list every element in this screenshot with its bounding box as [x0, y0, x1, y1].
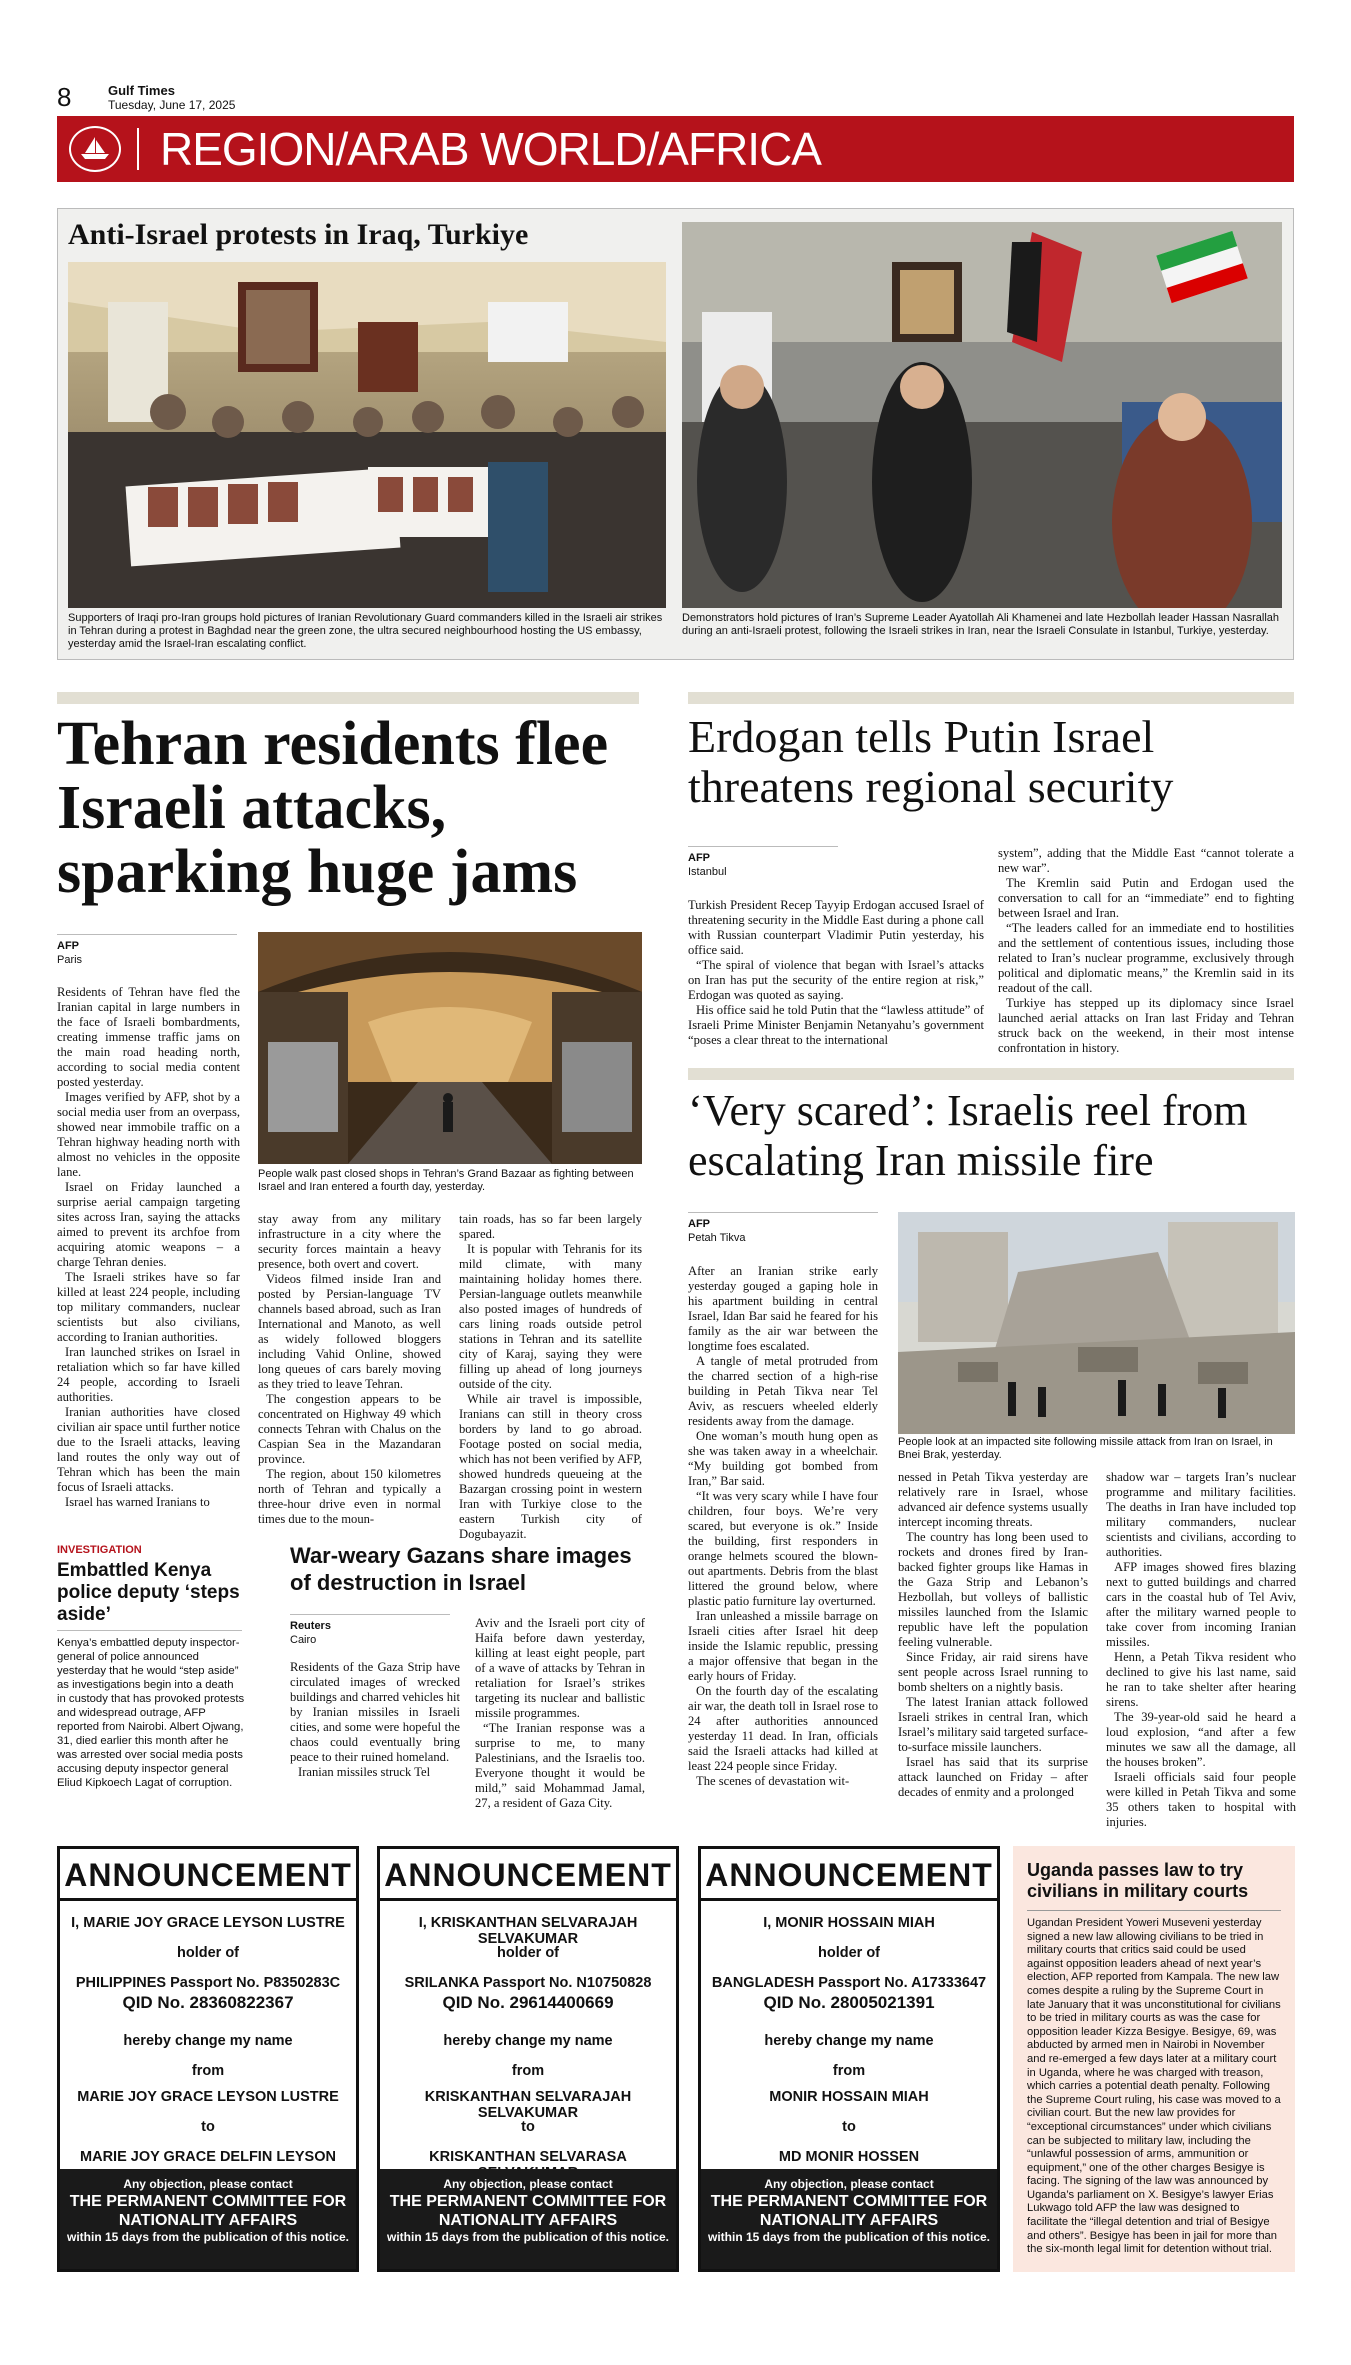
tehran-para: The region, about 150 kilometres north of Tehran and typically a three-hour drive even in normal times due to the moun- — [258, 1467, 441, 1526]
photo-feature-headline: Anti-Israel protests in Iraq, Turkiye — [68, 218, 529, 251]
announcement-title: ANNOUNCEMENT — [60, 1849, 356, 1901]
announcement-passport: BANGLADESH Passport No. A17333647 — [711, 1975, 987, 1991]
announcement-title: ANNOUNCEMENT — [701, 1849, 997, 1901]
announcement-change: hereby change my name — [123, 2033, 293, 2049]
tehran-para: The congestion appears to be concentrated on Highway 49 which connects Tehran with Chalus on the Caspian Sea in the Mazandaran province. — [258, 1392, 441, 1466]
tehran-para: Israel has warned Iranians to — [65, 1495, 210, 1509]
announcement-change: hereby change my name — [443, 2033, 613, 2049]
gaza-para: Residents of the Gaza Strip have circulated images of wrecked buildings and charred vehicles hit by Iranian missiles in Israeli cities, and some were hopeful the chaos could eventually bring peace to their ruined homeland. — [290, 1660, 460, 1764]
baghdad-protest-photo — [68, 262, 666, 608]
tehran-para: tain roads, has so far been largely spared. — [459, 1212, 642, 1241]
erdogan-column-1 — [688, 898, 984, 1048]
announcement-to-name: KRISKANTHAN SELVARASA — [429, 2149, 627, 2165]
erdogan-para: Turkish President Recep Tayyip Erdogan accused Israel of threatening security in the Middle East during a phone call with Russian counterpart Vladimir Putin yesterday, his office said. — [688, 898, 984, 957]
israelis-para: One woman’s mouth hung open as she was taken away in a wheelchair. “My building got bombed from Iran,” Bar said. — [688, 1429, 878, 1488]
announcement-from-label: from — [511, 2063, 545, 2079]
uganda-headline: Uganda passes law to try civilians in military courts — [1027, 1860, 1249, 1901]
kenya-rule — [57, 1630, 242, 1631]
announcement-ad — [377, 1846, 679, 2272]
page-number: 8 — [57, 82, 72, 112]
announcement-name-line: I, KRISKANTHAN SELVARAJAH SELVAKUMAR — [418, 1915, 638, 1947]
announcement-to-name: MARIE JOY GRACE DELFIN LEYSON — [80, 2149, 336, 2165]
israelis-para: “It was very scary while I have four children, four boys. We’re very scared, but everyone is ok.” Inside the building, first responders in orange helmets scoured the blown-out apartments. Debris from the blast littered the ground below, where plastic patio furniture lay overturned. — [688, 1489, 878, 1608]
tehran-para: Israel on Friday launched a surprise aerial campaign targeting sites across Iran, saying the attacks aimed to prevent its archfoe from acquiring atomic weapons – a charge Tehran denies. — [57, 1180, 240, 1269]
announcement-holder: holder of — [496, 1945, 560, 1961]
israelis-headline: ‘Very scared’: Israelis reel from escalating Iran missile fire — [688, 1086, 1248, 1185]
tehran-column-2 — [258, 1212, 441, 1527]
tehran-para: Images verified by AFP, shot by a social media user from an overpass, showed near immobile traffic on a Tehran highway heading north with almost no vehicles in the opposite lane. — [57, 1090, 240, 1179]
erdogan-top-rule — [688, 692, 1294, 704]
israelis-para: Israel has said that its surprise attack launched on Friday – after decades of enmity and a prolonged — [898, 1755, 1088, 1799]
issue-date: Tuesday, June 17, 2025 — [108, 98, 236, 112]
announcement-footer — [60, 2169, 356, 2269]
erdogan-para: His office said he told Putin that the “lawless attitude” of Israeli Prime Minister Benjamin Netanyahu’s government “poses a clear threat to the international — [688, 1003, 984, 1047]
bnei-brak-caption: People look at an impacted site following missile attack from Iran on Israel, in Bnei Brak, yesterday. — [898, 1436, 1273, 1461]
israelis-dateline: Petah Tikva — [688, 1232, 746, 1244]
tehran-column-1 — [57, 985, 240, 1510]
tehran-column-3 — [459, 1212, 642, 1542]
uganda-body: Ugandan President Yoweri Museveni yesterday signed a new law allowing civilians to be tried in military courts that critics said could be used against opposition leaders ahead of next year’s election, AFP reported from Kampala. The new law comes despite a ruling by the Supreme Court in late January that it was unconstitutional for civilians to be tried in military courts as was the case for opposition leader Kizza Besigye. Besigye, 69, was abducted by armed men in Nairobi in November and re-emerged a few days later at a military court in Uganda, where he was charged with treason, which carries a potential death penalty. Following the Supreme Court ruling, his case was moved to a civilian court. But the new law provides for “exceptional circumstances” under which civilians can be subjected to military law, including the “unlawful possession of arms, ammunition or equipment,” one of the other charges Besigye is facing. The signing of the law was announced by Uganda’s parliament on X. Besigye’s lawyer Erias Lukwago told AFP the law was designed to facilitate the “illegal detention and trial of Besigye and others”. Besigye has been in jail for more than the six-month legal limit for detention without trial. — [1027, 1917, 1281, 2256]
gaza-headline: War-weary Gazans share images of destruction in Israel — [290, 1543, 632, 1595]
announcement-name-line: I, MARIE JOY GRACE LEYSON LUSTRE — [71, 1915, 345, 1931]
israelis-para: The 39-year-old said he heard a loud explosion, “and after a few minutes we saw all the damage, all the houses broken”. — [1106, 1710, 1296, 1769]
israelis-para: The scenes of devastation wit- — [696, 1774, 850, 1788]
announcement-name-line: I, MONIR HOSSAIN MIAH — [763, 1915, 935, 1931]
israelis-para: Iran unleashed a missile barrage on Israeli cities after Israel hit deep inside the Islamic republic, pressing a major offensive that began in the early hours of Friday. — [688, 1609, 878, 1683]
erdogan-para: Turkiye has stepped up its diplomacy since Israel launched aerial attacks on Iran last Friday and Tehran struck back on the weekend, in their most intense confrontation in history. — [998, 996, 1294, 1055]
israelis-byline-rule — [688, 1212, 878, 1213]
kenya-kicker: INVESTIGATION — [57, 1544, 142, 1556]
section-title: REGION/ARAB WORLD/AFRICA — [160, 123, 821, 175]
erdogan-column-2 — [998, 846, 1294, 1056]
paper-name: Gulf Times — [108, 83, 175, 98]
gaza-para: “The Iranian response was a surprise to me, to many Palestinians, and the Israelis too. Everyone thought it would be mild,” said Mohammad Jamal, 27, a resident of Gaza City. — [475, 1721, 645, 1810]
announcement-committee: THE PERMANENT COMMITTEE FOR NATIONALITY AFFAIRS — [710, 2193, 988, 2229]
erdogan-agency: AFP — [688, 852, 710, 864]
announcement-qid: QID No. 28005021391 — [763, 1993, 935, 2012]
erdogan-para: system”, adding that the Middle East “cannot tolerate a new war”. — [998, 846, 1294, 875]
erdogan-para: “The leaders called for an immediate end to hostilities and the settlement of contentious issues, including those related to Iran’s nuclear programme, exclusively through political and diplomatic means,” the Kremlin said in its readout of the call. — [998, 921, 1294, 995]
tehran-para: The Israeli strikes have so far killed at least 224 people, including top military commanders, nuclear scientists but also civilians, according to Iranian authorities. — [57, 1270, 240, 1344]
israelis-top-rule — [688, 1068, 1294, 1080]
banner-divider — [137, 128, 139, 170]
israelis-para: shadow war – targets Iran’s nuclear programme and military facilities. The deaths in Iran have included top military commanders, nuclear scientists and civilians, according to authorities. — [1106, 1470, 1296, 1559]
israelis-agency: AFP — [688, 1218, 710, 1230]
grand-bazaar-photo — [258, 932, 642, 1164]
tehran-para: Iranian authorities have closed civilian air space until further notice due to the Israeli attacks, leaving land routes the only way out of Tehran which has been the main focus of Israeli attacks. — [57, 1405, 240, 1494]
israelis-para: On the fourth day of the escalating air war, the death toll in Israel rose to 24 after authorities announced yesterday 11 dead. In Iran, officials said the Israeli attacks had killed at least 224 people since Friday. — [688, 1684, 878, 1773]
israelis-para: nessed in Petah Tikva yesterday are relatively rare in Israel, whose advanced air defence systems usually intercept incoming threats. — [898, 1470, 1088, 1529]
tehran-para: It is popular with Tehranis for its mild climate, with many maintaining holiday homes there. Persian-language outlets meanwhile also posted images of hundreds of cars lining roads outside petrol stations in Tehran and its satellite city of Karaj, saying they were filling up ahead of long journeys outside of the city. — [459, 1242, 642, 1391]
kenya-headline: Embattled Kenya police deputy ‘steps aside’ — [57, 1560, 240, 1625]
announcement-holder: holder of — [817, 1945, 881, 1961]
announcement-passport: PHILIPPINES Passport No. P8350283C — [75, 1975, 341, 1991]
announcement-footer — [380, 2169, 676, 2269]
uganda-rule — [1027, 1910, 1281, 1911]
tehran-top-rule — [57, 692, 639, 704]
announcement-ad — [698, 1846, 1000, 2272]
announcement-committee: THE PERMANENT COMMITTEE FOR NATIONALITY AFFAIRS — [69, 2193, 347, 2229]
israelis-para: Israeli officials said four people were killed in Petah Tikva and some 35 others taken to hospital with injuries. — [1106, 1770, 1296, 1829]
erdogan-para: The Kremlin said Putin and Erdogan used the conversation to call for an “immediate” end to fighting between Israel and Iran. — [998, 876, 1294, 920]
gaza-para: Iranian missiles struck Tel — [298, 1765, 431, 1779]
announcement-qid: QID No. 28360822367 — [122, 1993, 294, 2012]
announcement-to-label: to — [842, 2119, 856, 2135]
israelis-column-3 — [1106, 1470, 1296, 1830]
uganda-sidebar — [1013, 1846, 1295, 2272]
announcement-footer — [701, 2169, 997, 2269]
announcement-title: ANNOUNCEMENT — [380, 1849, 676, 1901]
gaza-agency: Reuters — [290, 1620, 331, 1632]
gaza-byline-rule — [290, 1614, 450, 1615]
tehran-byline-rule — [57, 934, 237, 935]
israelis-para: The latest Iranian attack followed Israeli strikes in central Iran, which Israel’s military said targeted surface-to-surface missile launchers. — [898, 1695, 1088, 1754]
gaza-column-1 — [290, 1660, 460, 1780]
istanbul-protest-photo — [682, 222, 1282, 608]
announcement-deadline: within 15 days from the publication of this notice. — [386, 2230, 670, 2244]
gaza-column-2 — [475, 1616, 645, 1811]
announcement-from-name: MONIR HOSSAIN MIAH — [769, 2089, 929, 2105]
tehran-para: Videos filmed inside Iran and posted by Persian-language TV channels based abroad, such as Iran International and Manoto, as well as widely followed bloggers including Vahid Online, showed long queues of cars barely moving as they tried to leave Tehran. — [258, 1272, 441, 1391]
tehran-para: Iran launched strikes on Israel in retaliation which so far have killed 24 people, according to Israeli authorities. — [57, 1345, 240, 1404]
announcement-to-name: MD MONIR HOSSEN — [778, 2149, 920, 2165]
israelis-para: The country has long been used to rockets and drones fired by Iran-backed fighter groups like Hamas in the Gaza Strip and Lebanon’s Hezbollah, but volleys of ballistic missiles launched from the Islamic republic have left the population feeling vulnerable. — [898, 1530, 1088, 1649]
israelis-column-2 — [898, 1470, 1088, 1800]
tehran-headline: Tehran residents flee Israeli attacks, sparking huge jams — [57, 710, 609, 906]
dhow-logo-icon — [69, 126, 121, 172]
announcement-from-label: from — [191, 2063, 225, 2079]
tehran-agency: AFP — [57, 940, 79, 952]
section-banner — [57, 116, 1294, 182]
erdogan-dateline: Istanbul — [688, 866, 727, 878]
announcement-objection: Any objection, please contact — [443, 2177, 613, 2191]
kenya-body: Kenya’s embattled deputy inspector-general of police announced yesterday that he would “step aside” as investigations begin into a death in custody that has provoked protests and widespread outrage, AFP reported from Nairobi. Albert Ojwang, 31, died earlier this month after he was arrested over social media posts accusing deputy inspector general Eliud Kipkoech Lagat of corruption. — [57, 1637, 245, 1789]
erdogan-para: “The spiral of violence that began with Israel’s attacks on Iran has put the security of the entire region at risk,” Erdogan was quoted as saying. — [688, 958, 984, 1002]
tehran-para: stay away from any military infrastructure in a city where the security forces maintain a heavy presence, both overt and covert. — [258, 1212, 441, 1271]
announcement-to-label: to — [201, 2119, 215, 2135]
israelis-para: Henn, a Petah Tikva resident who declined to give his last name, said he ran to take shelter after hearing sirens. — [1106, 1650, 1296, 1709]
israelis-para: Since Friday, air raid sirens have sent people across Israel running to bomb shelters on a nightly basis. — [898, 1650, 1088, 1694]
erdogan-byline-rule — [688, 846, 838, 847]
grand-bazaar-caption: People walk past closed shops in Tehran’s Grand Bazaar as fighting between Israel and Iran entered a fourth day, yesterday. — [258, 1168, 634, 1193]
tehran-para: Residents of Tehran have fled the Iranian capital in large numbers in the face of Israeli bombardments, creating immense traffic jams on the main road heading north, according to social media content posted yesterday. — [57, 985, 240, 1089]
tehran-para: While air travel is impossible, Iranians can still in theory cross borders by land to go abroad. Footage posted on social media, which has not been verified by AFP, showed hundreds queueing at the Bazargan crossing point in western Iran with Turkiye close to the eastern Turkish city of Dogubayazit. — [459, 1392, 642, 1541]
announcement-from-name: KRISKANTHAN SELVARAJAH SELVAKUMAR — [424, 2089, 632, 2121]
bnei-brak-photo — [898, 1212, 1295, 1434]
gaza-dateline: Cairo — [290, 1634, 317, 1646]
israelis-para: A tangle of metal protruded from the charred section of a high-rise building in Petah Tikva near Tel Aviv, as rescuers wheeled elderly residents away from the damage. — [688, 1354, 878, 1428]
baghdad-photo-caption: Supporters of Iraqi pro-Iran groups hold pictures of Iranian Revolutionary Guard commanders killed in the Israeli air strikes in Tehran during a protest in Baghdad near the green zone, the ultra secured neighbourhood hosting the US embassy, yesterday amid the Israel-Iran escalating conflict. — [68, 612, 663, 650]
announcement-committee: THE PERMANENT COMMITTEE FOR NATIONALITY AFFAIRS — [389, 2193, 667, 2229]
tehran-dateline: Paris — [57, 954, 83, 966]
israelis-para: After an Iranian strike early yesterday gouged a gaping hole in his apartment building in central Israel, Idan Bar said he feared for his family as the air war between the longtime foes escalated. — [688, 1264, 878, 1353]
announcement-passport: SRILANKA Passport No. N10750828 — [404, 1975, 652, 1991]
announcement-holder: holder of — [176, 1945, 240, 1961]
israelis-column-1 — [688, 1264, 878, 1789]
erdogan-headline: Erdogan tells Putin Israel threatens regional security — [688, 711, 1174, 812]
istanbul-photo-caption: Demonstrators hold pictures of Iran’s Supreme Leader Ayatollah Ali Khamenei and late Hezbollah leader Hassan Nasrallah during an anti-Israeli protest, following the Israeli strikes in Iran, near the Israeli Consulate in Istanbul, Turkiye, yesterday. — [682, 612, 1279, 637]
announcement-from-label: from — [832, 2063, 866, 2079]
announcement-objection: Any objection, please contact — [123, 2177, 293, 2191]
announcement-to-label: to — [521, 2119, 535, 2135]
israelis-para: AFP images showed fires blazing next to gutted buildings and charred cars in the coastal hub of Tel Aviv, after the military warned people to take cover from incoming Iranian missiles. — [1106, 1560, 1296, 1649]
announcement-deadline: within 15 days from the publication of this notice. — [66, 2230, 350, 2244]
announcement-objection: Any objection, please contact — [764, 2177, 934, 2191]
announcement-from-name: MARIE JOY GRACE LEYSON LUSTRE — [77, 2089, 339, 2105]
announcement-change: hereby change my name — [764, 2033, 934, 2049]
announcement-qid: QID No. 29614400669 — [442, 1993, 614, 2012]
announcement-ad — [57, 1846, 359, 2272]
gaza-para: Aviv and the Israeli port city of Haifa before dawn yesterday, killing at least eight people, part of a wave of attacks by Tehran in retaliation for Israel’s strikes targeting its nuclear and ballistic missile programmes. — [475, 1616, 645, 1720]
announcement-deadline: within 15 days from the publication of this notice. — [707, 2230, 991, 2244]
